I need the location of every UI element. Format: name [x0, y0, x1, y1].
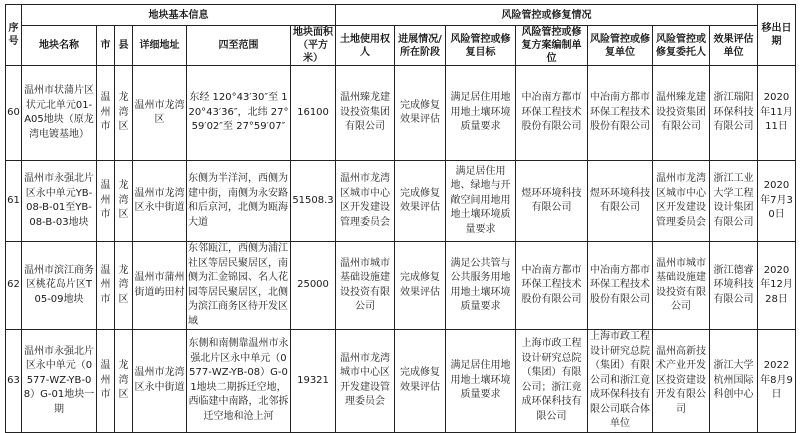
cell-bounds: 东经 120°43′30″至 120°43′36″，北纬 27°59′02″至 27°59′07″ — [187, 66, 291, 161]
remediation-sites-table — [5, 4, 796, 433]
cell-seq: 63 — [6, 330, 22, 433]
cell-address: 温州市龙湾区永中街道 — [133, 330, 187, 433]
cell-land-owner: 温州臻龙建设投资集团有限公司 — [336, 66, 395, 161]
cell-county: 龙湾区 — [115, 242, 133, 330]
cell-removal-date: 2020年11月11日 — [758, 66, 796, 161]
cell-county: 龙湾区 — [115, 161, 133, 242]
cell-county: 龙湾区 — [115, 330, 133, 433]
header-site-name: 地块名称 — [22, 26, 97, 66]
cell-site-name: 温州市滨江商务区桃花岛片区T05-09地块 — [22, 242, 97, 330]
cell-area: 51508.3 — [291, 161, 336, 242]
header-client: 风险管控或修复委托人 — [653, 26, 710, 66]
cell-client: 温州市城市基础设施建设投资有限公司 — [653, 242, 710, 330]
cell-bounds: 东邻瓯江，西侧为浦江社区等居民聚居区，南侧为汇金锦园、名人花园等居民聚居区，北侧为滨江商务区待开发区域 — [187, 242, 291, 330]
cell-client: 温州臻龙建设投资集团有限公司 — [653, 66, 710, 161]
cell-removal-date: 2022年8月9日 — [758, 330, 796, 433]
header-removal-date: 移出日期 — [758, 5, 796, 66]
cell-address: 温州市龙湾区 — [133, 66, 187, 161]
header-seq: 序号 — [6, 5, 22, 66]
cell-client: 温州市龙湾区城市中心区开发建设管理委员会 — [653, 161, 710, 242]
cell-client: 温州高新技术产业开发区投资建设开发有限公司 — [653, 330, 710, 433]
cell-land-owner: 温州市城市基础设施建设投资有限公司 — [336, 242, 395, 330]
cell-plan-unit: 煜环环境科技有限公司 — [516, 161, 588, 242]
cell-seq: 60 — [6, 66, 22, 161]
cell-eval-unit: 浙江德睿环境科技有限公司 — [710, 242, 758, 330]
cell-eval-unit: 浙江瑞阳环保科技有限公司 — [710, 66, 758, 161]
header-plan-unit: 风险管控或修复方案编制单位 — [516, 26, 588, 66]
cell-exec-unit: 中冶南方都市环保工程技术股份有限公司 — [588, 242, 653, 330]
cell-area: 19321 — [291, 330, 336, 433]
header-bounds: 四至范围 — [187, 26, 291, 66]
cell-exec-unit: 煜环环境科技有限公司 — [588, 161, 653, 242]
cell-city: 温州市 — [97, 242, 115, 330]
cell-stage: 完成修复效果评估 — [395, 330, 446, 433]
cell-stage: 完成修复效果评估 — [395, 161, 446, 242]
header-eval-unit: 效果评估单位 — [710, 26, 758, 66]
cell-site-name: 温州市状蒲片区状元北单元01-A05地块（原龙湾电镀基地） — [22, 66, 97, 161]
table-row — [6, 330, 796, 433]
cell-address: 温州市龙湾区永中街道 — [133, 161, 187, 242]
cell-exec-unit: 中冶南方都市环保工程技术股份有限公司 — [588, 66, 653, 161]
cell-city: 温州市 — [97, 66, 115, 161]
table-row — [6, 242, 796, 330]
header-risk-control-group: 风险管控或修复情况 — [336, 5, 758, 26]
table-body — [6, 66, 796, 433]
cell-land-owner: 温州市龙湾区城市中心区开发建设管理委员会 — [336, 161, 395, 242]
header-city: 市 — [97, 26, 115, 66]
cell-bounds: 东侧和南侧靠温州市永强北片区永中单元（0577-WZ-YB-08）G-01地块二期拆迁空地，西临建中南路，北邻拆迁空地和沧上河 — [187, 330, 291, 433]
header-basic-info-group: 地块基本信息 — [22, 5, 336, 26]
cell-eval-unit: 浙江大学杭州国际科创中心 — [710, 330, 758, 433]
cell-target: 满足居住用地、绿地与开敞空间用地用地土壤环境质量要求 — [446, 161, 516, 242]
cell-plan-unit: 中冶南方都市环保工程技术股份有限公司 — [516, 242, 588, 330]
table-row — [6, 161, 796, 242]
cell-seq: 62 — [6, 242, 22, 330]
cell-removal-date: 2020年12月28日 — [758, 242, 796, 330]
cell-eval-unit: 浙江工业大学工程设计集团有限公司 — [710, 161, 758, 242]
cell-land-owner: 温州市龙湾城市中心区开发建设管理委员会 — [336, 330, 395, 433]
cell-seq: 61 — [6, 161, 22, 242]
cell-address: 温州市蒲州街道屿田村 — [133, 242, 187, 330]
cell-plan-unit: 上海市政工程设计研究总院（集团）有限公司；浙江竟成环保科技有限公司 — [516, 330, 588, 433]
cell-stage: 完成修复效果评估 — [395, 242, 446, 330]
header-county: 县 — [115, 26, 133, 66]
cell-site-name: 温州市永强北片区永中单元（0577-WZ-YB-08）G-01地块一期 — [22, 330, 97, 433]
table-header — [6, 5, 796, 66]
header-stage: 进展情况/所在阶段 — [395, 26, 446, 66]
cell-bounds: 东侧为半洋河，西侧为建中街，南侧为永安路和后京河，北侧为瓯海大道 — [187, 161, 291, 242]
cell-city: 温州市 — [97, 330, 115, 433]
cell-city: 温州市 — [97, 161, 115, 242]
table-row — [6, 66, 796, 161]
cell-target: 满足公共管与公共服务用地用地土壤环境质量要求 — [446, 242, 516, 330]
header-address: 详细地址 — [133, 26, 187, 66]
header-area: 地块面积（平方米） — [291, 26, 336, 66]
header-land-owner: 土地使用权人 — [336, 26, 395, 66]
cell-area: 25000 — [291, 242, 336, 330]
header-target: 风险管控或修复目标 — [446, 26, 516, 66]
cell-target: 满足居住用地用地土壤环境质量要求 — [446, 330, 516, 433]
cell-stage: 完成修复效果评估 — [395, 66, 446, 161]
cell-area: 16100 — [291, 66, 336, 161]
cell-plan-unit: 中冶南方都市环保工程技术股份有限公司 — [516, 66, 588, 161]
header-exec-unit: 风险管控或修复单位 — [588, 26, 653, 66]
soil-remediation-table-page — [5, 4, 796, 433]
cell-exec-unit: 上海市政工程设计研究总院（集团）有限公司和浙江竟成环保科技有限公司联合体单位 — [588, 330, 653, 433]
cell-county: 龙湾区 — [115, 66, 133, 161]
cell-target: 满足居住用地用地土壤环境质量要求 — [446, 66, 516, 161]
cell-site-name: 温州市永强北片区永中单元YB-08-B-01至YB-08-B-03地块 — [22, 161, 97, 242]
cell-removal-date: 2020年7月30日 — [758, 161, 796, 242]
